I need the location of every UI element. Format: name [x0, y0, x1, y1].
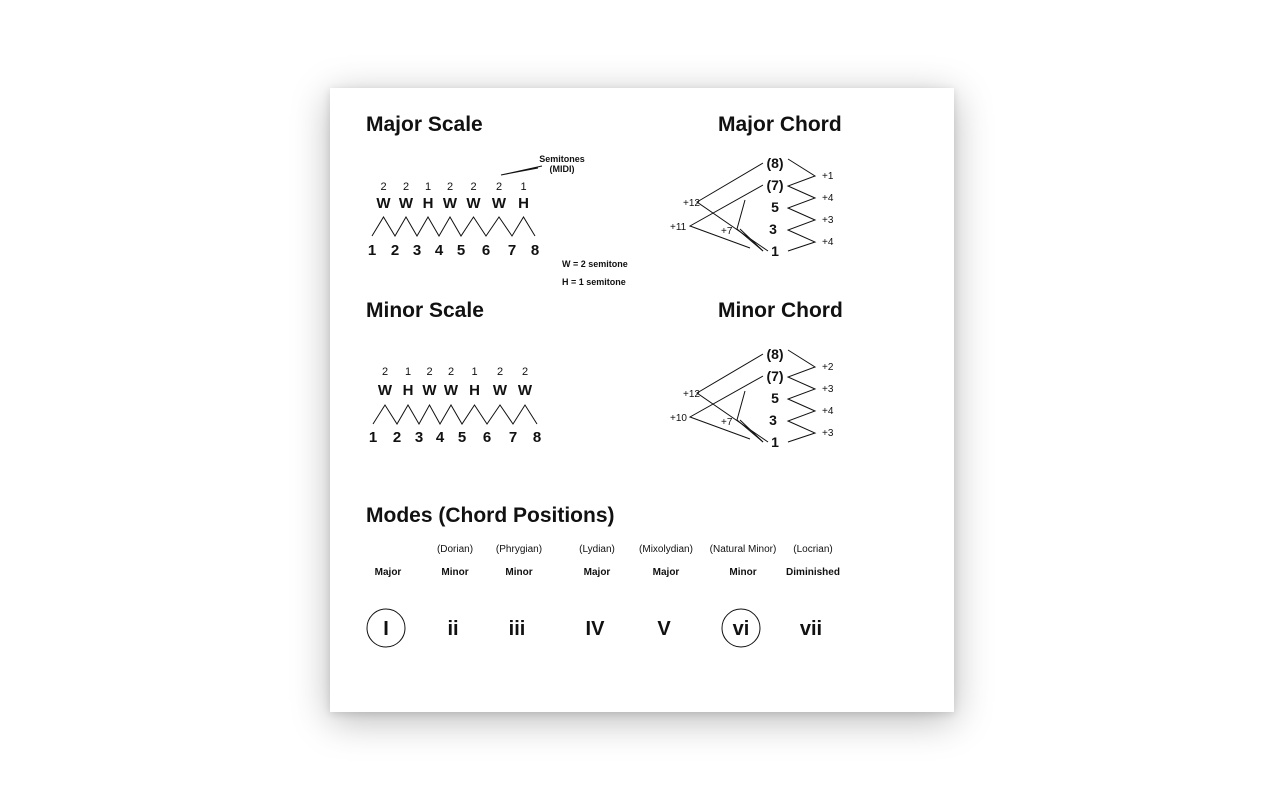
- chord-note: 5: [771, 390, 779, 406]
- interval-bracket: [697, 163, 768, 251]
- midi-label: (MIDI): [549, 164, 575, 174]
- minor-chord-diagram: [670, 346, 834, 450]
- chord-note: (8): [766, 346, 784, 362]
- music-theory-diagram: [330, 88, 954, 712]
- chord-note: 3: [769, 412, 777, 428]
- step-semitone: 2: [426, 366, 433, 378]
- step-letter: W: [492, 382, 508, 399]
- roman-numeral: I: [383, 618, 389, 640]
- minor-steps-row: [382, 366, 528, 378]
- chord-note: 1: [771, 243, 779, 259]
- scale-degree: 7: [508, 429, 518, 446]
- minor-scale-title: Minor Scale: [366, 299, 484, 322]
- major-scale-title: Major Scale: [366, 113, 483, 136]
- major-letters-row: [376, 195, 529, 212]
- step-semitone: 2: [521, 366, 529, 378]
- major-chord-diagram: [670, 155, 834, 259]
- minor-letters-row: [378, 382, 533, 399]
- step-letter: W: [377, 382, 393, 399]
- roman-numeral: IV: [585, 618, 605, 640]
- scale-degree: 8: [530, 242, 540, 259]
- chord-note: 3: [769, 221, 777, 237]
- step-semitone: 1: [424, 181, 432, 193]
- scale-degree: 5: [457, 429, 467, 446]
- interval-label: +4: [822, 193, 834, 204]
- scale-degree: 3: [412, 242, 422, 259]
- interval-label: +7: [721, 417, 733, 428]
- step-semitone: 1: [520, 181, 527, 193]
- step-semitone: 2: [380, 181, 387, 193]
- roman-numeral: V: [657, 618, 671, 640]
- minor-zigzag: [373, 405, 537, 424]
- scale-degree: 3: [414, 429, 424, 446]
- mode-name: (Phrygian): [495, 544, 543, 555]
- major-scale-section: [366, 113, 628, 287]
- mode-name: (Lydian): [579, 544, 615, 555]
- step-letter: H: [402, 382, 414, 399]
- interval-bracket: [737, 200, 763, 251]
- chord-quality: Major: [583, 567, 611, 578]
- chord-quality: Major: [374, 567, 402, 578]
- scale-degree: 4: [435, 429, 445, 446]
- chord-note: 1: [771, 434, 779, 450]
- mode-name: (Locrian): [793, 544, 833, 555]
- minor-chord-title: Minor Chord: [718, 299, 843, 322]
- step-semitone: 2: [470, 181, 477, 193]
- minor-degrees-row: [369, 429, 541, 446]
- major-steps-row: [380, 181, 526, 193]
- interval-label: +7: [721, 226, 733, 237]
- modes-section: [366, 504, 840, 647]
- interval-label: +12: [683, 198, 700, 209]
- interval-label: +10: [670, 413, 687, 424]
- semitones-pointer: [501, 166, 542, 175]
- minor-chord-section: [670, 299, 843, 450]
- chord-note: (7): [766, 368, 784, 384]
- interval-bracket: [740, 229, 763, 251]
- minor-scale-section: [366, 299, 541, 446]
- scale-degree: 8: [532, 429, 542, 446]
- step-letter: W: [491, 195, 507, 212]
- chord-quality: Minor: [505, 567, 533, 578]
- step-semitone: 2: [496, 366, 504, 378]
- modes-title: Modes (Chord Positions): [366, 504, 615, 527]
- step-letter: H: [469, 382, 480, 399]
- scale-degree: 2: [392, 429, 402, 446]
- step-letter: W: [517, 382, 533, 399]
- interval-bracket: [690, 376, 763, 439]
- chord-quality: Minor: [441, 567, 469, 578]
- interval-label: +1: [822, 171, 834, 182]
- scale-degree: 1: [368, 429, 378, 446]
- interval-label: +3: [822, 428, 834, 439]
- chord-quality: Diminished: [786, 567, 840, 578]
- step-semitone: 1: [404, 366, 412, 378]
- step-letter: H: [422, 195, 434, 212]
- scale-degree: 5: [456, 242, 466, 259]
- interval-label: +12: [683, 389, 700, 400]
- music-theory-card: [330, 88, 954, 712]
- step-semitone: 1: [471, 366, 478, 378]
- interval-bracket: [737, 391, 763, 442]
- interval-zigzag: [788, 350, 815, 442]
- chord-note: (7): [766, 177, 784, 193]
- step-semitone: 2: [447, 366, 455, 378]
- mode-name: (Natural Minor): [709, 544, 777, 555]
- step-letter: W: [376, 195, 391, 212]
- interval-bracket: [697, 354, 768, 442]
- step-semitone: 2: [495, 181, 503, 193]
- chord-quality: Major: [652, 567, 680, 578]
- scale-degree: 1: [367, 242, 377, 259]
- step-letter: W: [422, 382, 437, 399]
- roman-numeral: iii: [508, 618, 526, 640]
- interval-label: +3: [822, 215, 834, 226]
- step-letter: W: [398, 195, 414, 212]
- interval-label: +3: [822, 384, 834, 395]
- major-chord-section: [670, 113, 842, 259]
- interval-bracket: [740, 420, 763, 442]
- major-degrees-row: [368, 242, 539, 259]
- scale-degree: 2: [390, 242, 400, 259]
- step-letter: W: [443, 382, 459, 399]
- interval-label: +4: [822, 237, 834, 248]
- interval-zigzag: [788, 159, 815, 251]
- interval-bracket: [690, 185, 763, 248]
- legend-w: W = 2 semitone: [562, 259, 628, 269]
- interval-label: +11: [670, 222, 687, 233]
- scale-degree: 6: [481, 242, 491, 259]
- semitones-label: Semitones: [539, 154, 585, 164]
- step-letter: W: [466, 195, 481, 212]
- step-letter: W: [442, 195, 458, 212]
- mode-name: (Mixolydian): [639, 544, 693, 555]
- legend-h: H = 1 semitone: [562, 277, 626, 287]
- roman-numeral: vii: [799, 618, 823, 640]
- modes-row: [367, 544, 840, 647]
- interval-label: +2: [822, 362, 834, 373]
- major-zigzag: [372, 217, 535, 236]
- step-semitone: 2: [446, 181, 454, 193]
- mode-name: (Dorian): [436, 544, 474, 555]
- roman-numeral: vi: [732, 618, 750, 640]
- chord-note: (8): [766, 155, 784, 171]
- step-letter: H: [518, 195, 529, 212]
- step-semitone: 2: [402, 181, 410, 193]
- scale-degree: 6: [482, 429, 492, 446]
- major-chord-title: Major Chord: [718, 113, 842, 136]
- step-semitone: 2: [381, 366, 389, 378]
- interval-label: +4: [822, 406, 834, 417]
- roman-numeral: ii: [447, 618, 459, 640]
- scale-degree: 7: [507, 242, 517, 259]
- chord-note: 5: [771, 199, 779, 215]
- scale-degree: 4: [434, 242, 444, 259]
- chord-quality: Minor: [729, 567, 757, 578]
